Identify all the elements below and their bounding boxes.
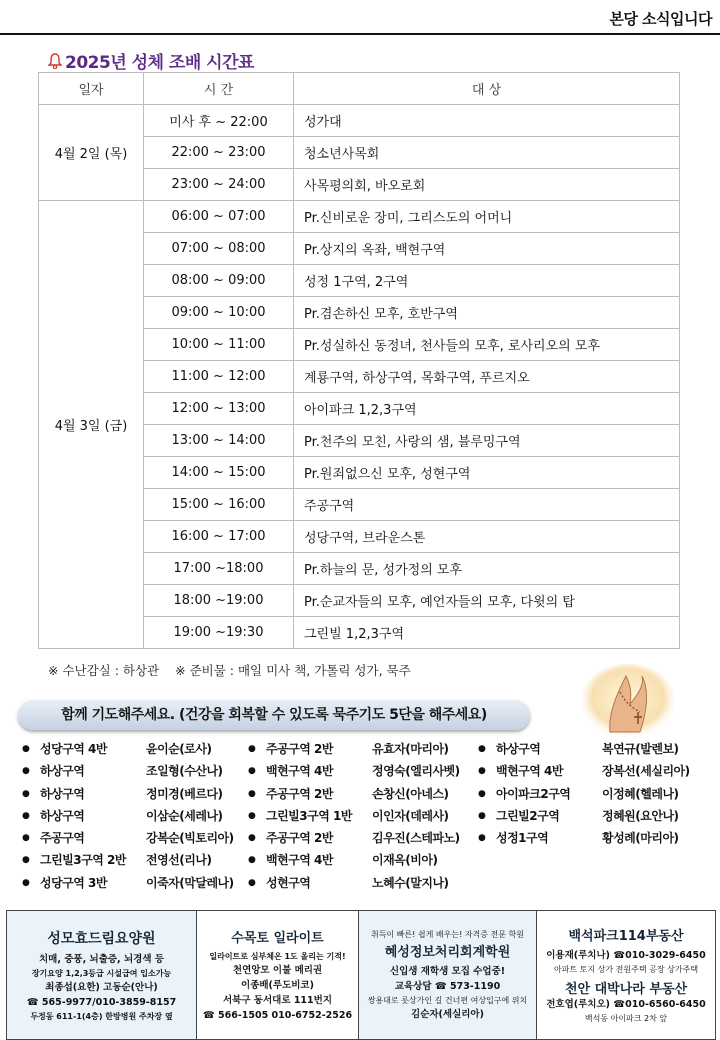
- schedule-target-cell: 청소년사목회: [294, 137, 680, 169]
- bullet-icon: ●: [22, 744, 30, 754]
- ad-line: 김순자(세실리아): [411, 1009, 484, 1020]
- schedule-time-cell: 09:00 ~ 10:00: [144, 297, 294, 329]
- prayer-list-item: [22, 785, 252, 807]
- bullet-icon: ●: [478, 833, 486, 844]
- ad-line: 천연앙모 이불 메리권: [232, 965, 323, 976]
- prayer-area: 성정1구역: [496, 831, 549, 846]
- schedule-target-cell: 그린빌 1,2,3구역: [294, 617, 680, 649]
- prayer-name: 이죽자(막달레나): [146, 875, 234, 890]
- prayer-list-item: [248, 807, 478, 829]
- schedule-target-cell: Pr.원죄없으신 모후, 성현구역: [294, 457, 680, 489]
- ad-line: 두정동 611-1(4층) 한방병원 주차장 옆: [30, 1011, 173, 1021]
- prayer-name: 강복순(빅토리아): [146, 831, 234, 846]
- ad-line: 서북구 동서대로 111번지: [222, 995, 333, 1006]
- prayer-list-item: [478, 762, 708, 784]
- ad-title: 성모효드림요양원: [47, 930, 156, 947]
- prayer-list-item: [478, 807, 708, 829]
- bullet-icon: ●: [248, 766, 256, 777]
- bullet-icon: ●: [22, 788, 30, 799]
- ad-line: ☎ 565-9977/010-3859-8157: [26, 996, 177, 1008]
- schedule-body: [39, 105, 680, 649]
- ad-line: ☎ 566-1505 010-6752-2526: [202, 1010, 353, 1021]
- col-header-target: 대 상: [294, 73, 680, 105]
- ad-academy: [359, 911, 537, 1039]
- prayer-list-item: [248, 785, 478, 807]
- schedule-target-cell: Pr.순교자들의 모후, 예언자들의 모후, 다윗의 탑: [294, 585, 680, 617]
- prayer-list-item: [22, 851, 252, 873]
- prayer-name: 이삼순(세레나): [146, 808, 223, 823]
- prayer-name: 김우진(스테파노): [372, 831, 460, 846]
- bullet-icon: ●: [248, 744, 256, 754]
- ad-title: 백석파크114부동산: [568, 929, 684, 944]
- prayer-list-item: [478, 740, 708, 762]
- prayer-name: 유효자(마리아): [372, 742, 449, 756]
- prayer-list-item: [478, 785, 708, 807]
- bullet-icon: ●: [22, 810, 30, 821]
- schedule-time-cell: 08:00 ~ 09:00: [144, 265, 294, 297]
- schedule-target-cell: 주공구역: [294, 489, 680, 521]
- schedule-target-cell: 사목평의회, 바오로회: [294, 169, 680, 201]
- prayer-list-item: [22, 740, 252, 762]
- schedule-target-cell: 아이파크 1,2,3구역: [294, 393, 680, 425]
- schedule-target-cell: 성정 1구역, 2구역: [294, 265, 680, 297]
- schedule-title-text: 2025년 성체 조배 시간표: [65, 53, 254, 73]
- prayer-name: 복연규(발렌보): [602, 742, 679, 756]
- prayer-area: 주공구역 2반: [266, 786, 333, 801]
- schedule-time-cell: 23:00 ~ 24:00: [144, 169, 294, 201]
- praying-hands-rosary-image: [580, 662, 675, 742]
- schedule-target-cell: Pr.신비로운 장미, 그리스도의 어머니: [294, 201, 680, 233]
- prayer-name: 전영선(리나): [146, 853, 212, 868]
- prayer-name: 조일형(수산나): [146, 764, 223, 779]
- bullet-icon: ●: [22, 877, 30, 888]
- note-chamber: ※ 수난감실 : 하상관: [48, 663, 160, 678]
- prayer-area: 주공구역 2반: [266, 831, 333, 846]
- ad-line: 치매, 중풍, 뇌출증, 뇌경색 등: [38, 953, 164, 965]
- schedule-time-cell: 22:00 ~ 23:00: [144, 137, 294, 169]
- prayer-area: 성당구역 4반: [40, 742, 107, 756]
- header-title: 본당 소식입니다: [609, 10, 712, 28]
- schedule-day-cell: 4월 3일 (금): [39, 201, 144, 649]
- prayer-area: 하상구역: [40, 764, 85, 779]
- bullet-icon: ●: [248, 788, 256, 799]
- bell-icon: [48, 53, 62, 69]
- prayer-area: 하상구역: [496, 742, 541, 756]
- ad-line: 아파트 토지 상가 전원주택 공장 상가주택: [553, 965, 699, 974]
- prayer-list-column-2: [248, 740, 478, 896]
- page-header: [0, 0, 720, 38]
- ad-tagline: 취득이 빠른! 쉽게 배우는! 자격증 전문 학원: [370, 930, 525, 939]
- schedule-title: [48, 48, 254, 73]
- schedule-target-cell: Pr.천주의 모친, 사랑의 샘, 블루밍구역: [294, 425, 680, 457]
- prayer-list-item: [248, 851, 478, 873]
- prayer-list-item: [22, 829, 252, 851]
- prayer-name: 손창신(아네스): [372, 786, 449, 801]
- schedule-time-cell: 미사 후 ~ 22:00: [144, 105, 294, 137]
- schedule-time-cell: 07:00 ~ 08:00: [144, 233, 294, 265]
- prayer-area: 하상구역: [40, 808, 85, 823]
- prayer-area: 백현구역 4반: [266, 853, 333, 868]
- col-header-date: 일자: [39, 73, 144, 105]
- ad-line: 교육상담 ☎ 573-1190: [394, 981, 501, 992]
- ad-title: 수목토 일라이트: [231, 931, 324, 946]
- schedule-table: [38, 72, 680, 649]
- prayer-area: 성당구역 3반: [40, 875, 107, 890]
- ads-footer: [6, 910, 716, 1040]
- col-header-time: 시 간: [144, 73, 294, 105]
- prayer-name: 정혜원(요안나): [602, 808, 679, 823]
- prayer-list-item: [22, 874, 252, 896]
- ad-line: 이용재(루치나) ☎010-3029-6450: [546, 950, 706, 961]
- schedule-time-cell: 13:00 ~ 14:00: [144, 425, 294, 457]
- schedule-time-cell: 14:00 ~ 15:00: [144, 457, 294, 489]
- bullet-icon: ●: [248, 833, 256, 844]
- prayer-area: 그린빌3구역 1반: [266, 808, 352, 823]
- schedule-target-cell: Pr.하늘의 문, 성가정의 모후: [294, 553, 680, 585]
- bullet-icon: ●: [478, 744, 486, 754]
- prayer-area: 백현구역 4반: [266, 764, 333, 779]
- prayer-name: 정미경(베르다): [146, 786, 223, 801]
- schedule-row: [39, 105, 680, 137]
- bullet-icon: ●: [478, 788, 486, 799]
- bullet-icon: ●: [22, 833, 30, 844]
- schedule-time-cell: 10:00 ~ 11:00: [144, 329, 294, 361]
- schedule-target-cell: Pr.겸손하신 모후, 호반구역: [294, 297, 680, 329]
- ad-line: 쌍용대로 롯상가인 길 건너편 여상입구에 위치: [367, 996, 528, 1005]
- ad-line: 신입생 재학생 모집 수업중!: [389, 966, 506, 977]
- ad-nursing-home: [7, 911, 197, 1039]
- prayer-list-item: [248, 762, 478, 784]
- ad-bedding: [197, 911, 359, 1039]
- prayer-name: 이재옥(비아): [372, 853, 438, 868]
- schedule-time-cell: 17:00 ~18:00: [144, 553, 294, 585]
- schedule-time-cell: 18:00 ~19:00: [144, 585, 294, 617]
- ad-line: 장기요양 1,2,3등급 시설급여 입소가능: [31, 968, 172, 978]
- schedule-time-cell: 15:00 ~ 16:00: [144, 489, 294, 521]
- prayer-banner: 함께 기도해주세요. (건강을 회복할 수 있도록 묵주기도 5단을 해주세요): [18, 700, 530, 730]
- schedule-time-cell: 16:00 ~ 17:00: [144, 521, 294, 553]
- prayer-list-item: [248, 829, 478, 851]
- prayer-area: 아이파크2구역: [496, 786, 571, 801]
- ad-line: 전호엽(루치오) ☎010-6560-6450: [546, 999, 706, 1010]
- ad-line: 최종섭(요한) 고동순(안나): [45, 981, 158, 993]
- prayer-area: 주공구역: [40, 831, 85, 846]
- schedule-time-cell: 06:00 ~ 07:00: [144, 201, 294, 233]
- bullet-icon: ●: [22, 855, 30, 866]
- prayer-area: 주공구역 2반: [266, 742, 333, 756]
- schedule-time-cell: 19:00 ~19:30: [144, 617, 294, 649]
- schedule-row: [39, 201, 680, 233]
- prayer-area: 하상구역: [40, 786, 85, 801]
- prayer-name: 정영숙(엘리사벳): [372, 764, 460, 779]
- schedule-target-cell: 성가대: [294, 105, 680, 137]
- schedule-target-cell: Pr.상지의 옥좌, 백현구역: [294, 233, 680, 265]
- prayer-area: 백현구역 4반: [496, 764, 563, 779]
- bullet-icon: ●: [478, 766, 486, 777]
- prayer-name: 황성례(마리아): [602, 831, 679, 846]
- prayer-name: 이정혜(헬레나): [602, 786, 679, 801]
- schedule-header-row: [39, 73, 680, 105]
- prayer-name: 이인자(데레사): [372, 808, 449, 823]
- prayer-list-column-1: [22, 740, 252, 896]
- prayer-list-item: [478, 829, 708, 851]
- prayer-area: 그린빌2구역: [496, 808, 560, 823]
- prayer-list-item: [22, 807, 252, 829]
- prayer-list-item: [248, 874, 478, 896]
- schedule-time-cell: 12:00 ~ 13:00: [144, 393, 294, 425]
- note-supplies: ※ 준비물 : 매일 미사 책, 가톨릭 성가, 묵주: [175, 663, 411, 678]
- ad-subtitle: 천안 대박나라 부동산: [564, 982, 688, 997]
- prayer-list-column-3: [478, 740, 708, 851]
- prayer-list-item: [248, 740, 478, 762]
- ad-line: 일라이트로 심부체온 1도 올리는 기적!: [209, 952, 346, 961]
- prayer-name: 노혜수(말지나): [372, 875, 449, 890]
- ad-line: 이종배(루도비코): [241, 980, 314, 991]
- prayer-name: 장복선(세실리아): [602, 764, 690, 779]
- schedule-time-cell: 11:00 ~ 12:00: [144, 361, 294, 393]
- schedule-target-cell: 성당구역, 브라운스톤: [294, 521, 680, 553]
- prayer-name: 윤이순(로사): [146, 742, 212, 756]
- ad-line: 백석동 아이파크 2차 앞: [584, 1014, 668, 1023]
- schedule-notes: [48, 661, 423, 679]
- bullet-icon: ●: [248, 877, 256, 888]
- schedule-target-cell: Pr.성실하신 동정녀, 천사들의 모후, 로사리오의 모후: [294, 329, 680, 361]
- ad-title: 혜성정보처리회계학원: [384, 945, 511, 960]
- header-rule: [0, 33, 720, 35]
- prayer-area: 그린빌3구역 2반: [40, 853, 126, 868]
- bullet-icon: ●: [248, 855, 256, 866]
- bullet-icon: ●: [22, 766, 30, 777]
- bullet-icon: ●: [478, 810, 486, 821]
- ad-realestate: [537, 911, 715, 1039]
- prayer-area: 성현구역: [266, 875, 311, 890]
- schedule-target-cell: 계룡구역, 하상구역, 목화구역, 푸르지오: [294, 361, 680, 393]
- schedule-day-cell: 4월 2일 (목): [39, 105, 144, 201]
- bullet-icon: ●: [248, 810, 256, 821]
- prayer-list-item: [22, 762, 252, 784]
